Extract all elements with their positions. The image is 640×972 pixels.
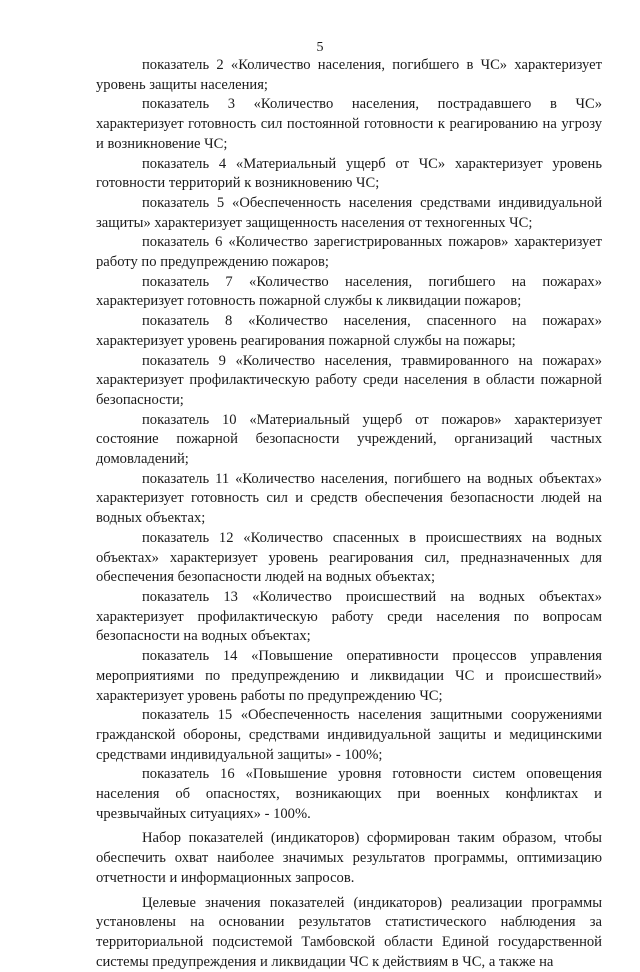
paragraph-indicator-4: показатель 4 «Материальный ущерб от ЧС» характеризует уровень готовности территорий к возникновению ЧС; xyxy=(96,155,602,192)
paragraph-indicator-7: показатель 7 «Количество населения, погибшего на пожарах» характеризует готовность пожарной службы к ликвидации пожаров; xyxy=(96,273,602,310)
paragraph-indicator-12: показатель 12 «Количество спасенных в происшествиях на водных объектах» характеризует уровень реагирования сил, предназначенных для обеспечения безопасности людей на водных объектах; xyxy=(96,529,602,586)
paragraph-indicator-15: показатель 15 «Обеспеченность населения защитными сооружениями гражданской обороны, средствами индивидуальной защиты и медицинскими средствами индивидуальной защиты» - 100%; xyxy=(96,707,602,763)
paragraph-indicator-set: Набор показателей (индикаторов) сформирован таким образом, чтобы обеспечить охват наиболее значимых результатов программы, оптимизацию отчетности и информационных запросов. xyxy=(96,830,602,886)
paragraph-indicator-3: показатель 3 «Количество населения, пострадавшего в ЧС» характеризует готовность сил постоянной готовности к реагированию на угрозу и возникновение ЧС; xyxy=(96,96,602,152)
paragraph-indicator-6: показатель 6 «Количество зарегистрированных пожаров» характеризует работу по предупреждению пожаров; xyxy=(96,234,602,271)
paragraph-target-values: Целевые значения показателей (индикаторов) реализации программы установлены на основании результатов статистического наблюдения за территориальной подсистемой Тамбовской области Единой государственной системы предупреждения и ликвидации ЧС к действиям в ЧС, а также на xyxy=(96,894,602,970)
document-body xyxy=(96,56,602,972)
paragraph-indicator-14: показатель 14 «Повышение оперативности процессов управления мероприятиями по предупреждению и ликвидации ЧС и происшествий» характеризует уровень работы по предупреждению ЧС; xyxy=(96,648,602,704)
paragraph-indicator-5: показатель 5 «Обеспеченность населения средствами индивидуальной защиты» характеризует защищенность населения от техногенных ЧС; xyxy=(96,194,602,231)
paragraph-indicator-11: показатель 11 «Количество населения, погибшего на водных объектах» характеризует готовность сил и средств обеспечения безопасности людей на водных объектах; xyxy=(96,470,602,527)
paragraph-indicator-9: показатель 9 «Количество населения, травмированного на пожарах» характеризует профилактическую работу среди населения в области пожарной безопасности; xyxy=(96,352,602,408)
paragraph-indicator-13: показатель 13 «Количество происшествий на водных объектах» характеризует профилактическую работу среди населения по вопросам безопасности на водных объектах; xyxy=(96,588,602,645)
paragraph-indicator-2: показатель 2 «Количество населения, погибшего в ЧС» характеризует уровень защиты населения; xyxy=(96,57,602,93)
paragraph-indicator-16: показатель 16 «Повышение уровня готовности систем оповещения населения об опасностях, возникающих при военных конфликтах и чрезвычайных ситуациях» - 100%. xyxy=(96,766,602,822)
page-number: 5 xyxy=(316,40,324,55)
paragraph-indicator-10: показатель 10 «Материальный ущерб от пожаров» характеризует состояние пожарной безопасности учреждений, организаций частных домовладений; xyxy=(96,411,602,468)
paragraph-indicator-8: показатель 8 «Количество населения, спасенного на пожарах» характеризует уровень реагирования пожарной службы на пожары; xyxy=(96,313,602,349)
